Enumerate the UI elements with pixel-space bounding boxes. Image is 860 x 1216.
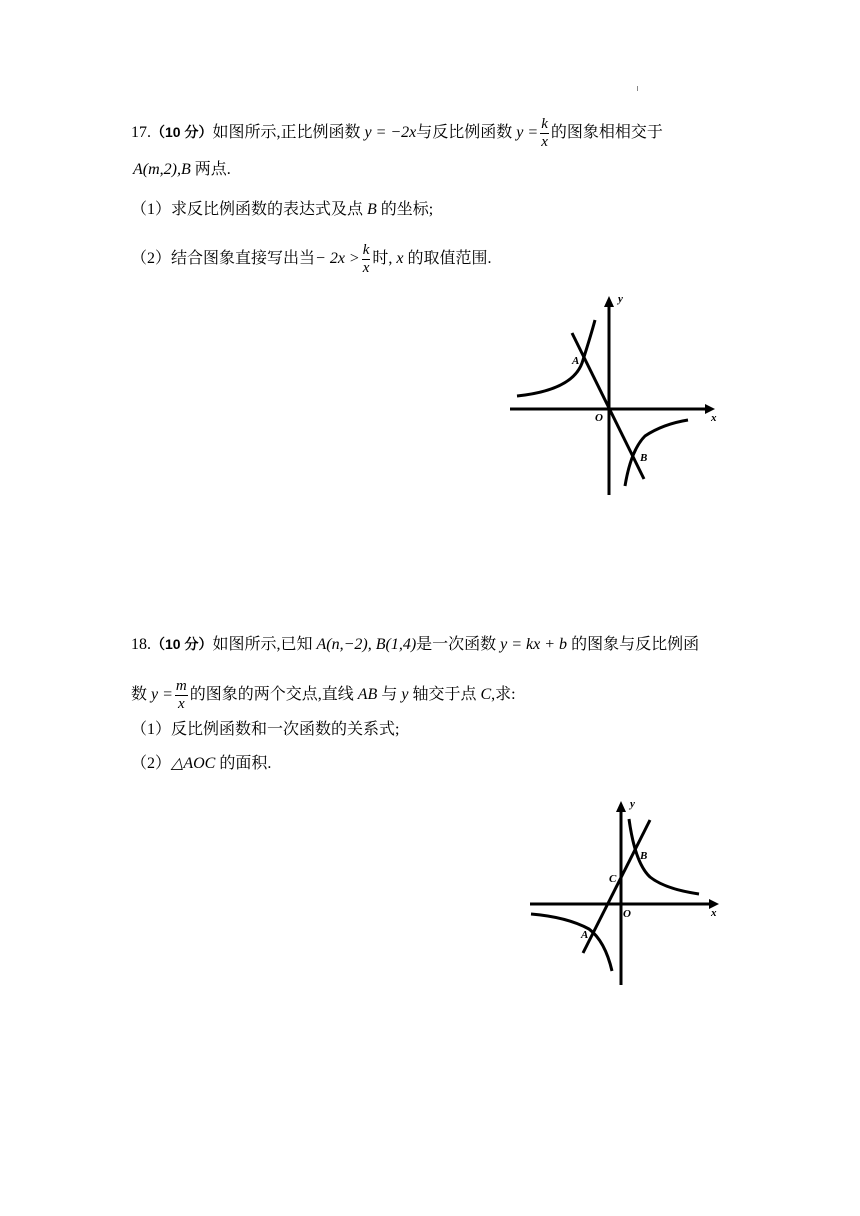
- q18-eq2-lhs: y =: [151, 686, 173, 704]
- q18-line2-c: C: [480, 686, 492, 704]
- q18-stem-part2: 是一次函数: [416, 636, 497, 653]
- q17-sub2-prefix: （2）结合图象直接写出当: [131, 250, 316, 268]
- q18-figure: [525, 795, 725, 990]
- q17-sub2: [131, 242, 492, 277]
- q18-sub2-prefix: （2）: [131, 755, 172, 772]
- q18-label-b: B: [640, 850, 648, 862]
- q17-hyperbola-branch-left: [517, 320, 595, 396]
- q17-points: （10 分）: [151, 124, 213, 141]
- q18-sub1: （1）反比例函数和一次函数的关系式;: [131, 721, 400, 738]
- q18-frac-den: x: [178, 696, 185, 712]
- q18-line2-ab: AB: [357, 686, 378, 704]
- q18-sub2: [131, 754, 271, 774]
- q17-sub2-var: x: [396, 250, 404, 268]
- q17-sub2-suffix: 的取值范围.: [407, 250, 492, 268]
- q18-frac-num: m: [175, 678, 187, 694]
- q17-number: 17.: [131, 124, 151, 142]
- q18-line2-text3: 轴交于点: [412, 686, 477, 704]
- q18-stem-line2: [131, 678, 516, 713]
- q17-label-x: x: [711, 412, 717, 424]
- q18-sub2-suffix: 的面积.: [219, 755, 272, 772]
- q18-label-o: O: [623, 908, 631, 920]
- q17-label-y: y: [618, 293, 623, 305]
- page-mark: [637, 86, 638, 91]
- q17-sub2-math: − 2x >: [315, 250, 360, 268]
- q17-stem-part1: 如图所示,正比例函数: [212, 124, 361, 142]
- q17-sub1-var: B: [367, 201, 377, 218]
- q17-y-arrow: [604, 296, 614, 307]
- q18-line2-text4: ,求:: [491, 686, 516, 704]
- q18-stem-line1: [131, 634, 699, 655]
- q17-sub1-suffix: 的坐标;: [380, 201, 434, 218]
- q17-sub2-fraction: [362, 242, 371, 277]
- q17-label-o: O: [595, 412, 603, 424]
- q17-stem-line2: [133, 160, 231, 180]
- q18-line2-text1: 的图象的两个交点,直线: [189, 686, 354, 704]
- q17-stem-part3: 的图象相相交于: [550, 124, 663, 142]
- q18-stem-part1: 如图所示,已知: [212, 636, 313, 653]
- q17-frac-den: x: [541, 134, 548, 150]
- q17-eq2-lhs: y =: [516, 124, 539, 142]
- q18-sub2-math: △AOC: [171, 755, 216, 772]
- q17-hyperbola-branch-right: [625, 420, 688, 486]
- q17-stem-line1: [131, 116, 663, 151]
- q17-stem-part2: 与反比例函数: [416, 124, 513, 142]
- q17-sub2-frac-num: k: [362, 242, 370, 258]
- q18-label-x: x: [711, 907, 717, 919]
- q17-sub1-prefix: （1）求反比例函数的表达式及点: [131, 201, 364, 218]
- q18-line2-y: y: [401, 686, 409, 704]
- q17-sub2-frac-den: x: [362, 260, 370, 276]
- q18-label-a: A: [581, 929, 589, 941]
- q18-y-arrow: [616, 801, 626, 812]
- q18-label-y: y: [630, 798, 635, 810]
- q18-number: 18.: [131, 636, 151, 653]
- q17-label-b: B: [640, 452, 648, 464]
- q17-fraction: [540, 116, 549, 151]
- q17-label-a: A: [572, 355, 580, 367]
- q17-line2-text: 两点.: [194, 161, 231, 178]
- q18-points: （10 分）: [151, 636, 213, 652]
- q18-stem-part3: 的图象与反比例函: [571, 636, 700, 653]
- q18-label-c: C: [609, 873, 617, 885]
- q18-line2-text2: 与: [381, 686, 398, 704]
- q18-eq1: y = kx + b: [500, 636, 568, 653]
- q17-sub1: [131, 200, 433, 220]
- q17-eq1: y = −2x: [364, 124, 417, 142]
- q18-fraction: [175, 678, 188, 713]
- q18-line2-prefix: 数: [131, 686, 148, 704]
- q17-frac-num: k: [541, 116, 548, 132]
- q17-figure: [505, 290, 725, 500]
- q17-sub2-mid: 时,: [372, 250, 393, 268]
- q18-points-coords: A(n,−2), B(1,4): [316, 636, 417, 653]
- q17-line2-math: A(m,2),B: [133, 161, 191, 178]
